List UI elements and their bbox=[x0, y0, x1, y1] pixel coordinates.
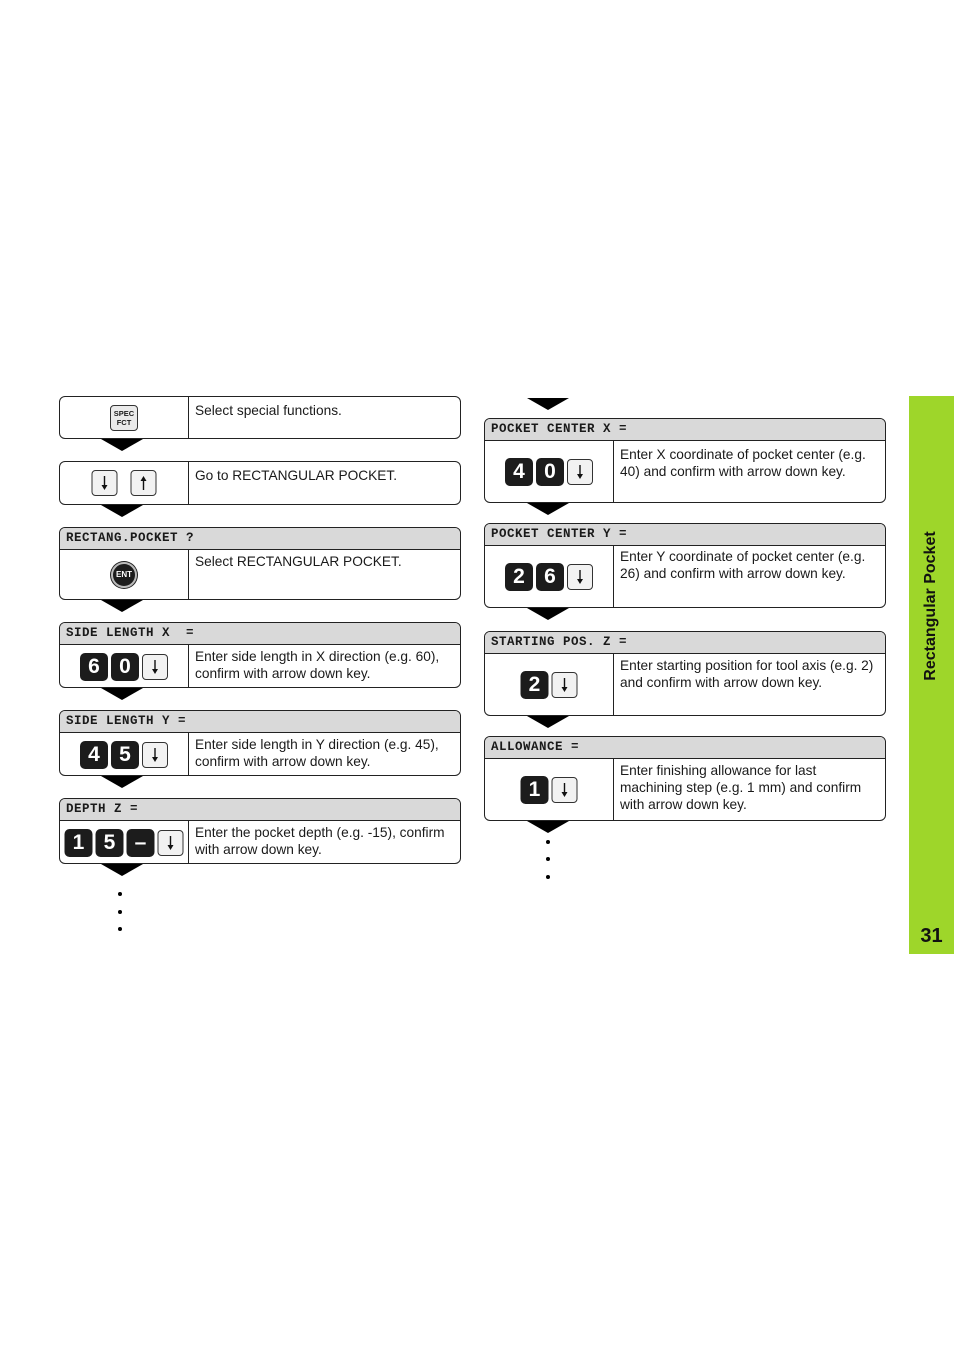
step-allowance bbox=[484, 736, 886, 821]
continuation-dot bbox=[546, 840, 550, 844]
continuation-dot bbox=[118, 892, 122, 896]
step-box bbox=[484, 736, 886, 821]
flow-arrow-icon bbox=[527, 716, 569, 728]
display-header: POCKET CENTER X = bbox=[485, 419, 885, 441]
flow-arrow-icon bbox=[527, 608, 569, 620]
page-number: 31 bbox=[920, 925, 943, 947]
key-group bbox=[60, 821, 189, 864]
arrow-down-key[interactable] bbox=[92, 470, 118, 496]
step-description: Enter Y coordinate of pocket center (e.g. 26) and confirm with arrow down key. bbox=[620, 549, 866, 581]
step-box bbox=[484, 418, 886, 503]
step-box bbox=[59, 622, 461, 688]
arrow-down-icon bbox=[166, 835, 176, 851]
display-header: STARTING POS. Z = bbox=[485, 632, 885, 654]
display-header: DEPTH Z = bbox=[60, 799, 460, 821]
arrow-down-key[interactable] bbox=[552, 777, 578, 803]
digit-key-4[interactable]: 4 bbox=[80, 741, 108, 769]
display-header: RECTANG.POCKET ? bbox=[60, 528, 460, 550]
ent-key[interactable]: ENT bbox=[111, 562, 137, 588]
arrow-down-icon bbox=[575, 464, 585, 480]
arrow-down-icon bbox=[150, 659, 160, 675]
spec-fct-key[interactable] bbox=[110, 405, 138, 431]
digit-key-6[interactable]: 6 bbox=[536, 563, 564, 591]
arrow-down-icon bbox=[560, 677, 570, 693]
flow-arrow-icon bbox=[101, 688, 143, 700]
arrow-up-key[interactable] bbox=[131, 470, 157, 496]
display-header: SIDE LENGTH Y = bbox=[60, 711, 460, 733]
flow-arrow-icon bbox=[527, 398, 569, 410]
step-description: Go to RECTANGULAR POCKET. bbox=[195, 468, 398, 483]
continuation-dot bbox=[546, 875, 550, 879]
key-group bbox=[485, 441, 614, 503]
step-box bbox=[59, 798, 461, 864]
step-side-length-y bbox=[59, 710, 461, 776]
step-description: Enter starting position for tool axis (e.g. 2) and confirm with arrow down key. bbox=[620, 658, 874, 690]
step-pocket-center-y bbox=[484, 523, 886, 608]
flow-arrow-icon bbox=[101, 776, 143, 788]
arrow-down-key[interactable] bbox=[567, 459, 593, 485]
arrow-down-key[interactable] bbox=[567, 564, 593, 590]
key-group bbox=[485, 546, 614, 608]
key-group bbox=[60, 550, 189, 600]
flow-arrow-icon bbox=[101, 505, 143, 517]
minus-key[interactable]: – bbox=[127, 829, 155, 857]
key-group bbox=[60, 733, 189, 776]
flow-arrow-icon bbox=[527, 821, 569, 833]
arrow-down-key[interactable] bbox=[552, 672, 578, 698]
arrow-down-icon bbox=[100, 475, 110, 491]
step-box bbox=[59, 710, 461, 776]
step-rectang-pocket bbox=[59, 527, 461, 600]
digit-key-2[interactable]: 2 bbox=[505, 563, 533, 591]
digit-key-5[interactable]: 5 bbox=[111, 741, 139, 769]
continuation-dot bbox=[118, 910, 122, 914]
chapter-side-tab bbox=[909, 396, 954, 954]
step-select-special-functions bbox=[59, 396, 461, 439]
arrow-down-icon bbox=[560, 782, 570, 798]
step-description: Enter X coordinate of pocket center (e.g. 40) and confirm with arrow down key. bbox=[620, 447, 866, 479]
flow-arrow-icon bbox=[527, 503, 569, 515]
display-header: POCKET CENTER Y = bbox=[485, 524, 885, 546]
step-side-length-x bbox=[59, 622, 461, 688]
digit-key-6[interactable]: 6 bbox=[80, 653, 108, 681]
flow-arrow-icon bbox=[101, 439, 143, 451]
step-box bbox=[59, 527, 461, 600]
digit-key-1[interactable]: 1 bbox=[65, 829, 93, 857]
key-group bbox=[485, 654, 614, 716]
arrow-down-key[interactable] bbox=[142, 742, 168, 768]
arrow-down-icon bbox=[150, 747, 160, 763]
key-group bbox=[60, 645, 189, 688]
step-description: Select RECTANGULAR POCKET. bbox=[195, 554, 402, 569]
spec-key-label-1: SPEC bbox=[113, 408, 135, 418]
step-box bbox=[59, 461, 461, 505]
display-header: SIDE LENGTH X = bbox=[60, 623, 460, 645]
step-box bbox=[59, 396, 461, 439]
spec-key-label-2: FCT bbox=[116, 417, 132, 427]
step-description: Select special functions. bbox=[195, 403, 342, 418]
step-description: Enter side length in Y direction (e.g. 45), confirm with arrow down key. bbox=[195, 737, 439, 769]
key-group bbox=[485, 759, 614, 821]
step-description: Enter the pocket depth (e.g. -15), confirm with arrow down key. bbox=[195, 825, 445, 857]
arrow-up-icon bbox=[139, 475, 149, 491]
step-box bbox=[484, 631, 886, 716]
key-group bbox=[60, 397, 189, 438]
continuation-dot bbox=[546, 857, 550, 861]
key-group bbox=[60, 462, 189, 504]
display-header: ALLOWANCE = bbox=[485, 737, 885, 759]
digit-key-1[interactable]: 1 bbox=[521, 776, 549, 804]
digit-key-0[interactable]: 0 bbox=[111, 653, 139, 681]
digit-key-4[interactable]: 4 bbox=[505, 458, 533, 486]
flow-arrow-icon bbox=[101, 864, 143, 876]
step-box bbox=[484, 523, 886, 608]
step-go-to-rectangular-pocket bbox=[59, 461, 461, 505]
digit-key-2[interactable]: 2 bbox=[521, 671, 549, 699]
step-description: Enter finishing allowance for last machining step (e.g. 1 mm) and confirm with arrow down key. bbox=[620, 763, 862, 812]
arrow-down-icon bbox=[575, 569, 585, 585]
step-description: Enter side length in X direction (e.g. 60), confirm with arrow down key. bbox=[195, 649, 440, 681]
arrow-down-key[interactable] bbox=[142, 654, 168, 680]
chapter-title: Rectangular Pocket bbox=[922, 531, 939, 681]
step-depth-z bbox=[59, 798, 461, 864]
digit-key-0[interactable]: 0 bbox=[536, 458, 564, 486]
step-starting-pos-z bbox=[484, 631, 886, 716]
continuation-dot bbox=[118, 927, 122, 931]
digit-key-5[interactable]: 5 bbox=[96, 829, 124, 857]
step-pocket-center-x bbox=[484, 418, 886, 503]
arrow-down-key[interactable] bbox=[158, 830, 184, 856]
flow-arrow-icon bbox=[101, 600, 143, 612]
